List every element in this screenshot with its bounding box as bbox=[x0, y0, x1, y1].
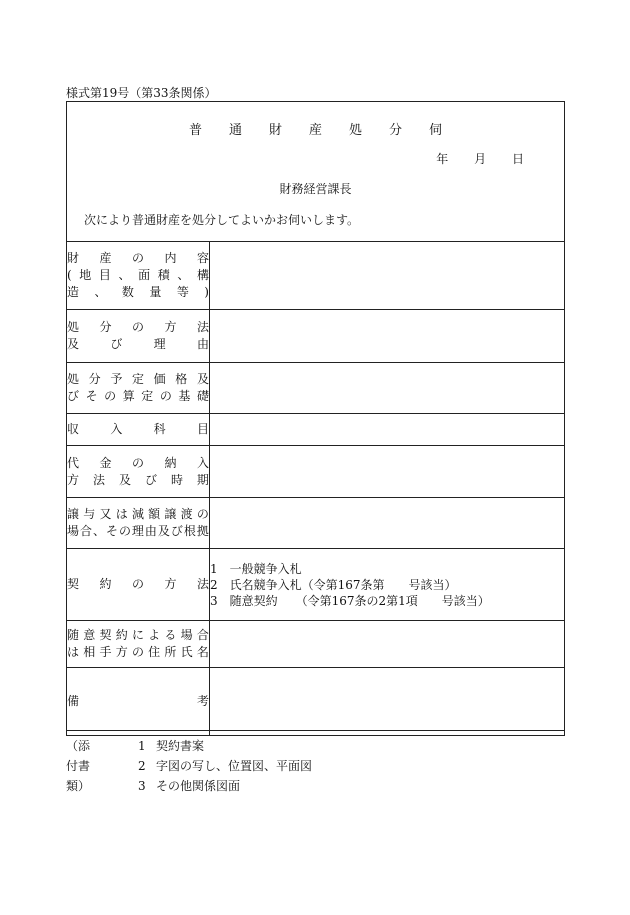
row-label bbox=[67, 621, 210, 668]
label-char: 与 bbox=[83, 507, 96, 521]
label-char: 量 bbox=[149, 285, 162, 299]
label-char: の bbox=[131, 320, 144, 334]
label-char: 法 bbox=[92, 472, 105, 487]
form-row bbox=[67, 621, 565, 668]
label-char: 財 bbox=[67, 251, 80, 265]
label-char: 所 bbox=[164, 645, 177, 659]
label-char: 額 bbox=[148, 507, 161, 521]
label-char: に bbox=[131, 628, 144, 642]
label-char: 時 bbox=[170, 472, 183, 487]
label-char: 積 bbox=[157, 268, 170, 282]
label-char: び bbox=[144, 472, 157, 487]
label-char: 合 bbox=[79, 524, 92, 538]
label-char: 地 bbox=[79, 268, 92, 282]
label-char: 由 bbox=[144, 524, 157, 538]
row-label-line bbox=[67, 371, 209, 388]
label-char: は bbox=[67, 645, 80, 659]
date-month-label: 月 bbox=[474, 152, 487, 166]
label-char: 契 bbox=[99, 628, 112, 642]
row-label bbox=[67, 549, 210, 621]
row-label-line bbox=[67, 472, 209, 489]
label-char: 金 bbox=[99, 455, 112, 470]
attachment-number: 3 bbox=[138, 779, 146, 793]
form-header bbox=[67, 102, 564, 242]
label-char: 目 bbox=[196, 422, 209, 436]
label-char: 及 bbox=[157, 524, 170, 538]
attachment-text: 字図の写し、位置図、平面図 bbox=[156, 759, 313, 773]
row-content-field[interactable] bbox=[210, 549, 565, 621]
label-char: 礎 bbox=[196, 389, 209, 403]
row-content-field[interactable] bbox=[210, 363, 565, 414]
label-char: び bbox=[67, 389, 80, 403]
label-char: 手 bbox=[99, 645, 112, 659]
label-char: 名 bbox=[196, 645, 209, 659]
label-char: 譲 bbox=[164, 507, 177, 521]
row-content-field[interactable] bbox=[210, 310, 565, 363]
label-char: 数 bbox=[121, 285, 134, 299]
label-char: よ bbox=[148, 628, 161, 642]
label-char: 定 bbox=[131, 372, 144, 386]
form-row bbox=[67, 310, 565, 363]
label-char: の bbox=[196, 507, 209, 521]
row-label bbox=[67, 242, 210, 310]
row-label bbox=[67, 414, 210, 446]
label-char: 方 bbox=[67, 472, 80, 487]
label-char: 定 bbox=[141, 389, 154, 403]
attachment-text: その他関係図面 bbox=[156, 779, 241, 793]
label-char: 随 bbox=[67, 628, 80, 642]
label-char: 意 bbox=[83, 628, 96, 642]
label-char: 目 bbox=[98, 268, 111, 282]
row-content-field[interactable] bbox=[210, 446, 565, 498]
form-table bbox=[66, 241, 565, 736]
row-label-line bbox=[67, 523, 209, 540]
label-char: 場 bbox=[67, 524, 80, 538]
row-content-field[interactable] bbox=[210, 498, 565, 549]
contract-method-option: 2 氏名競争入札（令第167条第 号該当） bbox=[210, 577, 457, 592]
label-char: の bbox=[131, 455, 144, 470]
form-number-caption: 様式第19号（第33条関係） bbox=[66, 86, 217, 100]
label-char: の bbox=[159, 389, 172, 403]
label-char: 理 bbox=[131, 524, 144, 538]
row-label-line bbox=[67, 455, 209, 472]
row-label bbox=[67, 668, 210, 736]
form-row bbox=[67, 549, 565, 621]
row-label-line bbox=[67, 421, 209, 438]
label-char: 法 bbox=[196, 320, 209, 334]
form-row bbox=[67, 446, 565, 498]
label-char: ( bbox=[67, 268, 72, 282]
label-char: 譲 bbox=[67, 507, 80, 521]
label-char: 予 bbox=[110, 372, 123, 386]
date-line bbox=[414, 150, 524, 167]
row-label-line bbox=[67, 267, 209, 284]
row-label bbox=[67, 310, 210, 363]
attachment-text: 契約書案 bbox=[156, 739, 205, 753]
label-char: 内 bbox=[164, 251, 177, 265]
attachment-number: 2 bbox=[138, 759, 146, 773]
label-char: 容 bbox=[196, 251, 209, 265]
label-char: 処 bbox=[67, 320, 80, 334]
label-char: 、 bbox=[92, 524, 105, 538]
label-char: の bbox=[104, 389, 117, 403]
label-char: 根 bbox=[183, 524, 196, 538]
form-frame bbox=[66, 101, 565, 731]
label-char: 理 bbox=[153, 337, 166, 351]
attachment-number: 1 bbox=[138, 739, 146, 753]
label-char: は bbox=[115, 507, 128, 521]
label-char: 氏 bbox=[180, 645, 193, 659]
label-char: 約 bbox=[99, 577, 112, 591]
label-char: 構 bbox=[196, 268, 209, 282]
label-char: の bbox=[131, 645, 144, 659]
label-char: 格 bbox=[175, 372, 188, 386]
label-char: 及 bbox=[67, 337, 80, 351]
row-label-line bbox=[67, 336, 209, 353]
label-char: 算 bbox=[122, 389, 135, 403]
row-label bbox=[67, 446, 210, 498]
label-char: 処 bbox=[67, 372, 80, 386]
label-char: 備 bbox=[67, 694, 80, 708]
form-row bbox=[67, 414, 565, 446]
form-row bbox=[67, 668, 565, 736]
label-char: 代 bbox=[67, 455, 80, 470]
date-year-label: 年 bbox=[436, 152, 449, 166]
label-char: び bbox=[110, 337, 123, 351]
label-char: 減 bbox=[131, 507, 144, 521]
label-char: 法 bbox=[196, 577, 209, 591]
label-char: 期 bbox=[196, 472, 209, 487]
row-content-field[interactable] bbox=[210, 668, 565, 736]
label-char: 及 bbox=[118, 472, 131, 487]
row-label-line bbox=[67, 627, 209, 644]
label-char: 面 bbox=[138, 268, 151, 282]
label-char: ) bbox=[204, 285, 209, 299]
label-char: 方 bbox=[164, 577, 177, 591]
label-char: 又 bbox=[99, 507, 112, 521]
label-char: の bbox=[131, 251, 144, 265]
label-char: の bbox=[131, 577, 144, 591]
form-title: 普通財産処分伺 bbox=[188, 123, 469, 138]
label-char: 、 bbox=[94, 285, 107, 299]
row-label-line bbox=[67, 693, 209, 710]
label-char: 分 bbox=[99, 320, 112, 334]
date-day-label: 日 bbox=[511, 152, 524, 166]
label-char: 相 bbox=[83, 645, 96, 659]
row-label-line bbox=[67, 644, 209, 661]
label-char: 、 bbox=[118, 268, 131, 282]
label-char: 渡 bbox=[180, 507, 193, 521]
row-content-field[interactable] bbox=[210, 414, 565, 446]
label-char: 合 bbox=[196, 628, 209, 642]
label-char: 基 bbox=[178, 389, 191, 403]
form-row bbox=[67, 363, 565, 414]
label-char: そ bbox=[85, 389, 98, 403]
label-char: 造 bbox=[67, 285, 80, 299]
label-char: 由 bbox=[196, 337, 209, 351]
label-char: の bbox=[118, 524, 131, 538]
attachments-lead: （添付書類） bbox=[66, 739, 91, 793]
label-char: 価 bbox=[153, 372, 166, 386]
label-char: そ bbox=[105, 524, 118, 538]
label-char: 方 bbox=[164, 320, 177, 334]
label-char: 入 bbox=[110, 422, 123, 436]
form-row bbox=[67, 242, 565, 310]
form-row bbox=[67, 498, 565, 549]
row-label-line bbox=[67, 576, 209, 593]
label-char: 及 bbox=[196, 372, 209, 386]
row-label-line bbox=[67, 388, 209, 405]
row-label-line bbox=[67, 319, 209, 336]
label-char: 収 bbox=[67, 422, 80, 436]
label-char: 産 bbox=[99, 251, 112, 265]
label-char: 科 bbox=[153, 422, 166, 436]
label-char: び bbox=[170, 524, 183, 538]
label-char: 分 bbox=[88, 372, 101, 386]
row-label-line bbox=[67, 506, 209, 523]
label-char: 約 bbox=[115, 628, 128, 642]
request-text: 次により普通財産を処分してよいかお伺いします。 bbox=[84, 213, 360, 227]
label-char: 契 bbox=[67, 577, 80, 591]
row-label-line bbox=[67, 250, 209, 267]
label-char: 納 bbox=[164, 455, 177, 470]
label-char: 考 bbox=[196, 694, 209, 708]
row-label bbox=[67, 363, 210, 414]
contract-method-option: 1 一般競争入札 bbox=[210, 561, 302, 576]
addressee: 財務経営課長 bbox=[279, 182, 352, 196]
row-label bbox=[67, 498, 210, 549]
label-char: 拠 bbox=[196, 524, 209, 538]
row-label-line bbox=[67, 284, 209, 301]
row-content-field[interactable] bbox=[210, 621, 565, 668]
contract-method-option: 3 随意契約 （令第167条の2第1項 号該当） bbox=[210, 593, 490, 608]
label-char: る bbox=[164, 628, 177, 642]
label-char: 方 bbox=[115, 645, 128, 659]
label-char: 場 bbox=[180, 628, 193, 642]
label-char: 住 bbox=[148, 645, 161, 659]
label-char: 、 bbox=[177, 268, 190, 282]
row-content-field[interactable] bbox=[210, 242, 565, 310]
label-char: 入 bbox=[196, 455, 209, 470]
label-char: 等 bbox=[176, 285, 189, 299]
